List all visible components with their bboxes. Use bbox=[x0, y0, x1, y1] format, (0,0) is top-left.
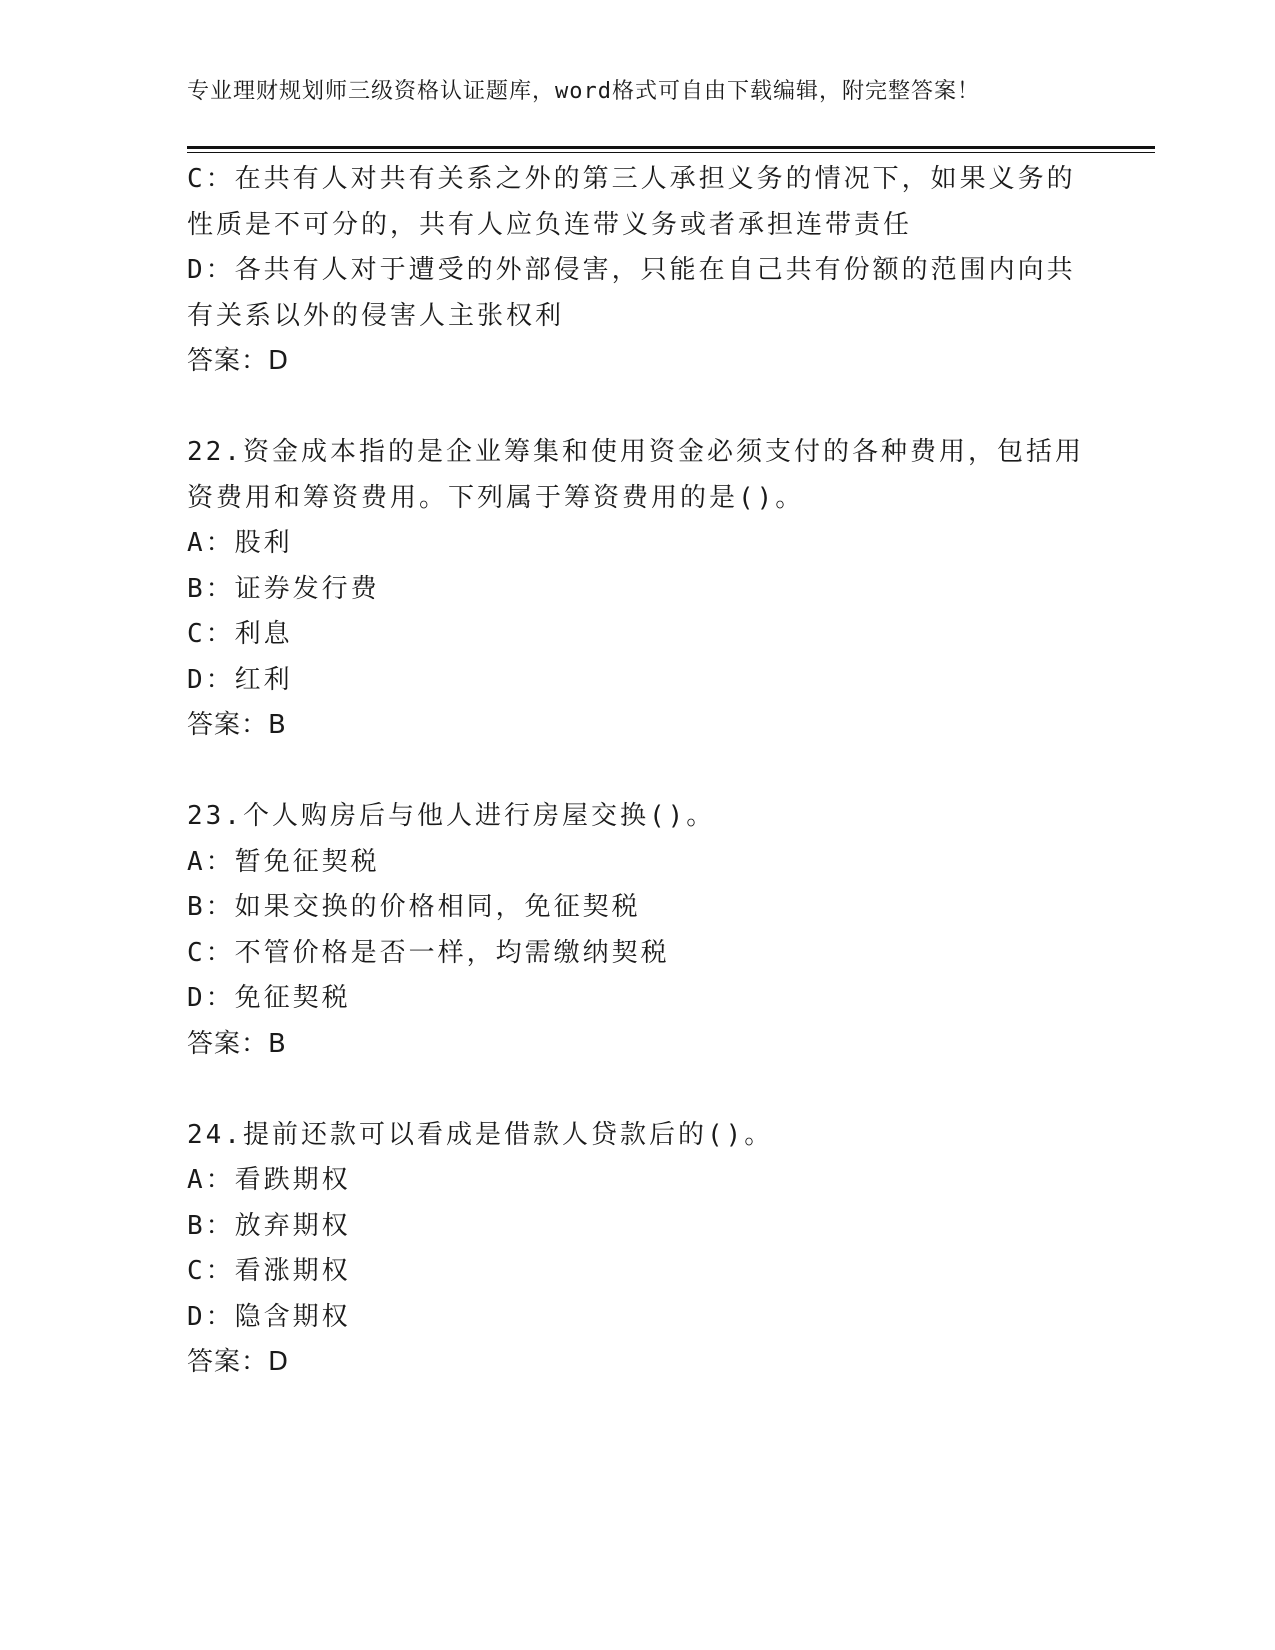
header-rule-thick bbox=[187, 146, 1155, 149]
q21-option-c-line1: C：在共有人对共有关系之外的第三人承担义务的情况下，如果义务的 bbox=[187, 164, 1076, 194]
q23-option-d: D：免征契税 bbox=[187, 983, 351, 1013]
spacer bbox=[187, 385, 1087, 431]
q24-option-c: C：看涨期权 bbox=[187, 1256, 351, 1286]
q22-option-d: D：红利 bbox=[187, 664, 293, 695]
spacer bbox=[187, 1067, 1087, 1113]
q22-option-c: C：利息 bbox=[187, 619, 293, 649]
q21-answer: 答案：D bbox=[187, 346, 290, 376]
document-body bbox=[187, 157, 1087, 1386]
q23-option-b: B：如果交换的价格相同，免征契税 bbox=[187, 892, 641, 922]
q22-option-a: A：股利 bbox=[187, 528, 293, 558]
header-rule-thin bbox=[187, 152, 1155, 153]
q24-option-d: D：隐含期权 bbox=[187, 1301, 351, 1332]
spacer bbox=[187, 749, 1087, 795]
q23-stem: 23.个人购房后与他人进行房屋交换()。 bbox=[187, 801, 716, 831]
q22-stem-line1: 22.资金成本指的是企业筹集和使用资金必须支付的各种费用，包括用 bbox=[187, 437, 1084, 467]
q22-option-b: B：证券发行费 bbox=[187, 573, 380, 604]
q21-option-d-line2: 有关系以外的侵害人主张权利 bbox=[187, 300, 565, 331]
q24-option-a: A：看跌期权 bbox=[187, 1165, 351, 1195]
q23-answer: 答案：B bbox=[187, 1028, 287, 1059]
q24-stem: 24.提前还款可以看成是借款人贷款后的()。 bbox=[187, 1119, 774, 1150]
q24-option-b: B：放弃期权 bbox=[187, 1210, 351, 1241]
q21-option-d-line1: D：各共有人对于遭受的外部侵害，只能在自己共有份额的范围内向共 bbox=[187, 255, 1076, 285]
q22-answer: 答案：B bbox=[187, 710, 287, 740]
q23-option-a: A：暂免征契税 bbox=[187, 846, 380, 877]
q24-answer: 答案：D bbox=[187, 1347, 290, 1377]
q22-stem-line2: 资费用和筹资费用。下列属于筹资费用的是()。 bbox=[187, 482, 805, 513]
q21-option-c-line2: 性质是不可分的，共有人应负连带义务或者承担连带责任 bbox=[187, 209, 913, 240]
page-header: 专业理财规划师三级资格认证题库，word格式可自由下载编辑，附完整答案！ bbox=[187, 79, 980, 104]
q23-option-c: C：不管价格是否一样，均需缴纳契税 bbox=[187, 937, 670, 968]
